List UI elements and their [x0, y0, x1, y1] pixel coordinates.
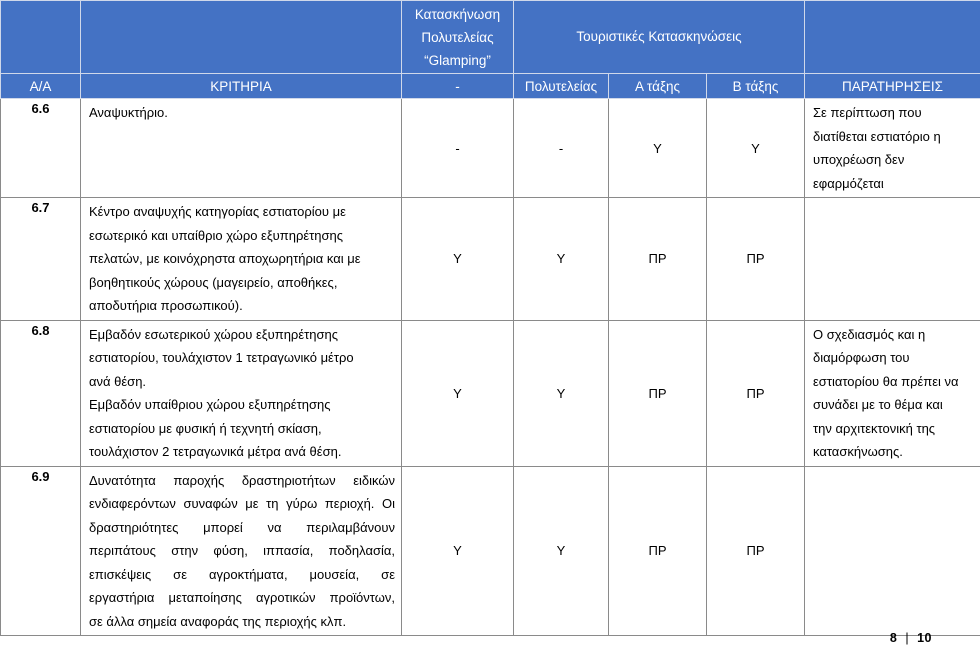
criteria-line: Εμβαδόν υπαίθριου χώρου εξυπηρέτησης: [89, 397, 331, 412]
class-a-value: ΠΡ: [609, 198, 707, 321]
criteria-line: εστιατορίου με φυσική ή τεχνητή σκίαση,: [89, 420, 322, 436]
column-header-aa: Α/Α: [1, 74, 81, 99]
criteria-line: εργαστήρια μεταποίησης αγροτικών προϊόντων,: [89, 590, 395, 605]
criteria-line: Αναψυκτήριο.: [89, 105, 168, 120]
criteria-line: Εμβαδόν εσωτερικού χώρου εξυπηρέτησης: [89, 326, 338, 342]
criteria-line: δραστηριότητες μπορεί να περιλαμβάνουν: [89, 519, 395, 535]
criteria-line: ανά θέση.: [89, 373, 147, 389]
criteria-line: πελατών, με κοινόχρηστα αποχωρητήρια και με: [89, 251, 361, 266]
class-b-value: ΠΡ: [707, 466, 805, 636]
criteria-line: περιπάτους στην φύση, ιππασία, ποδηλασία,: [89, 543, 395, 558]
notes-line: συνάδει με το θέμα και: [813, 397, 943, 412]
notes-line: διατίθεται εστιατόριο η: [813, 128, 941, 144]
header-glamping: [402, 1, 514, 74]
glamping-value: Υ: [402, 466, 514, 636]
row-number: 6.9: [1, 466, 81, 636]
notes-line: εστιατορίου θα πρέπει να: [813, 373, 959, 389]
class-b-value: ΠΡ: [707, 320, 805, 466]
class-a-value: Υ: [609, 99, 707, 198]
criteria-text: [81, 320, 402, 466]
notes-line: εφαρμόζεται: [813, 175, 884, 191]
glamping-value: Υ: [402, 198, 514, 321]
column-header-class-b: Β τάξης: [707, 74, 805, 99]
header-glamping-line-1: Κατασκήνωση: [414, 6, 501, 22]
notes-text: [805, 99, 980, 198]
class-b-value: Υ: [707, 99, 805, 198]
page-separator: |: [905, 631, 910, 645]
glamping-value: Υ: [402, 320, 514, 466]
column-header-luxury: Πολυτελείας: [514, 74, 609, 99]
header-glamping-line-3: “Glamping”: [424, 52, 491, 68]
table-row: [1, 466, 980, 636]
luxury-value: Υ: [514, 198, 609, 321]
header-row-columns: [1, 74, 980, 99]
notes-line: Σε περίπτωση που: [813, 105, 922, 120]
notes-text: [805, 320, 980, 466]
table-row: [1, 198, 980, 321]
table-row: [1, 320, 980, 466]
header-blank-aa: [1, 1, 81, 74]
column-header-glamping-sub: -: [402, 74, 514, 99]
notes-line: Ο σχεδιασμός και η: [813, 326, 926, 342]
row-number: 6.7: [1, 198, 81, 321]
column-header-criteria: ΚΡΙΤΗΡΙΑ: [81, 74, 402, 99]
criteria-text: [81, 99, 402, 198]
column-header-class-a: Α τάξης: [609, 74, 707, 99]
glamping-value: -: [402, 99, 514, 198]
header-glamping-line-2: Πολυτελείας: [421, 29, 494, 45]
notes-line: κατασκήνωσης.: [813, 444, 903, 459]
header-tourist-campsites: Τουριστικές Κατασκηνώσεις: [514, 1, 805, 74]
criteria-text: [81, 466, 402, 636]
notes-line: την αρχιτεκτονική της: [813, 420, 936, 436]
header-blank-criteria: [81, 1, 402, 74]
criteria-line: τουλάχιστον 2 τετραγωνικά μέτρα ανά θέση.: [89, 444, 342, 459]
criteria-line: Κέντρο αναψυχής κατηγορίας εστιατορίου με: [89, 204, 346, 219]
header-blank-notes: [805, 1, 980, 74]
header-row-top: [1, 1, 980, 74]
criteria-text: [81, 198, 402, 321]
criteria-line: βοηθητικούς χώρους (μαγειρείο, αποθήκες,: [89, 274, 338, 290]
table-row: [1, 99, 980, 198]
class-b-value: ΠΡ: [707, 198, 805, 321]
page-total: 10: [917, 631, 932, 645]
notes-line: διαμόρφωση του: [813, 350, 910, 365]
criteria-line: ενδιαφερόντων συναφών με τη γύρω περιοχή. Οι: [89, 496, 395, 511]
notes-line: υποχρέωση δεν: [813, 152, 905, 167]
row-number: 6.6: [1, 99, 81, 198]
notes-text: [805, 198, 980, 321]
class-a-value: ΠΡ: [609, 320, 707, 466]
page-current: 8: [889, 631, 898, 645]
page-number: [890, 631, 932, 645]
luxury-value: Υ: [514, 466, 609, 636]
row-number: 6.8: [1, 320, 81, 466]
criteria-line: επισκέψεις σε αγροκτήματα, μουσεία, σε: [89, 566, 395, 582]
class-a-value: ΠΡ: [609, 466, 707, 636]
criteria-line: αποδυτήρια προσωπικού).: [89, 298, 243, 313]
criteria-line: εσωτερικό και υπαίθριο χώρο εξυπηρέτησης: [89, 227, 344, 243]
criteria-line: εστιατορίου, τουλάχιστον 1 τετραγωνικό μέτρο: [89, 350, 354, 365]
notes-text: [805, 466, 980, 636]
column-header-notes: ΠΑΡΑΤΗΡΗΣΕΙΣ: [805, 74, 980, 99]
criteria-line: σε άλλα σημεία αναφοράς της περιοχής κλπ.: [89, 613, 347, 629]
luxury-value: Υ: [514, 320, 609, 466]
criteria-line: Δυνατότητα παροχής δραστηριοτήτων ειδικών: [89, 472, 395, 488]
luxury-value: -: [514, 99, 609, 198]
